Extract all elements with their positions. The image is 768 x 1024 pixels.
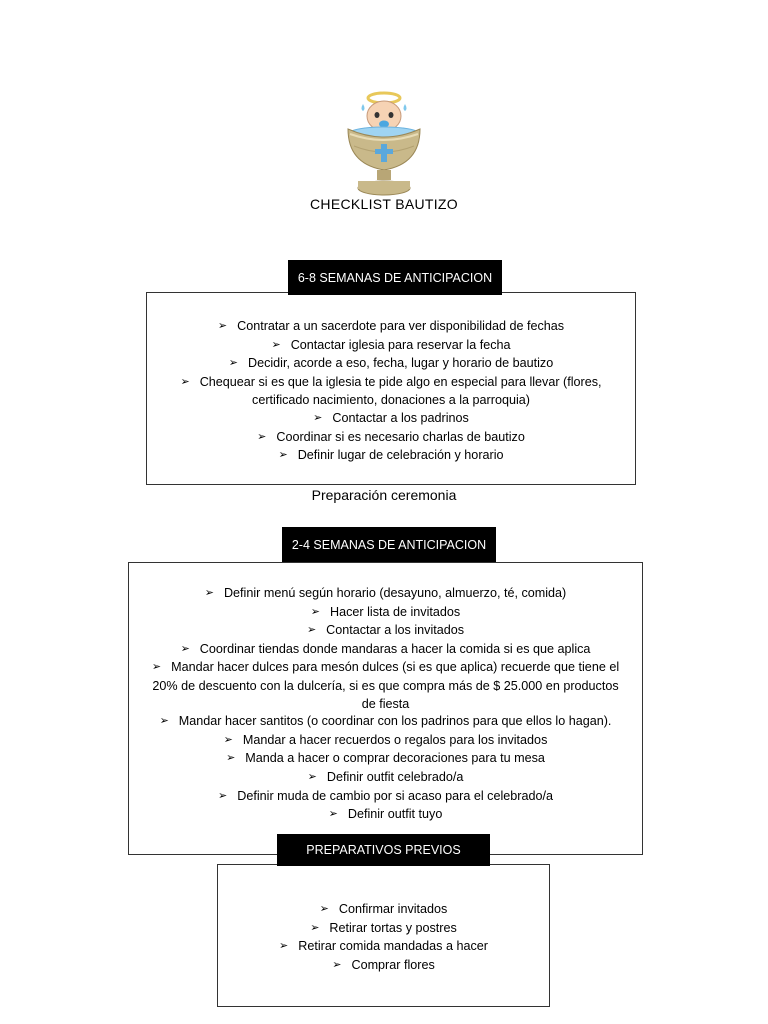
document-title: CHECKLIST BAUTIZO — [310, 196, 458, 212]
arrow-bullet-icon: ➢ — [310, 605, 320, 618]
arrow-bullet-icon: ➢ — [159, 715, 169, 728]
arrow-bullet-icon: ➢ — [204, 587, 214, 599]
checklist-item-text: Definir lugar de celebración y horario — [297, 448, 504, 463]
arrow-bullet-icon: ➢ — [332, 958, 342, 971]
checklist-item-text: Mandar hacer santitos (o coordinar con los padrinos para que ellos lo hagan). — [178, 714, 612, 729]
checklist-item — [147, 769, 624, 788]
checklist-item-text: Confirmar invitados — [338, 902, 448, 916]
checklist-item — [167, 318, 615, 337]
arrow-bullet-icon: ➢ — [226, 752, 236, 765]
checklist-item — [228, 938, 539, 957]
section-3-list — [228, 901, 539, 975]
checklist-item-text: Retirar comida mandadas a hacer — [298, 939, 488, 954]
arrow-bullet-icon: ➢ — [218, 789, 228, 802]
checklist-item — [147, 659, 624, 713]
checklist-item-text: Coordinar tiendas donde mandaras a hacer la comida si es que aplica — [199, 641, 591, 656]
arrow-bullet-icon: ➢ — [271, 338, 281, 351]
checklist-item — [167, 337, 615, 356]
checklist-item — [147, 622, 624, 641]
section-1-box — [146, 292, 636, 485]
checklist-item-text: Retirar tortas y postres — [329, 920, 457, 935]
checklist-item-text: Manda a hacer o comprar decoraciones para tu mesa — [245, 751, 545, 766]
checklist-item — [147, 713, 624, 732]
section-2-header: 2-4 SEMANAS DE ANTICIPACION — [282, 527, 496, 562]
checklist-item-text: Contactar iglesia para reservar la fecha — [290, 337, 511, 352]
checklist-item-text: Hacer lista de invitados — [330, 604, 461, 619]
checklist-item-text: Contactar a los invitados — [326, 623, 465, 638]
arrow-bullet-icon: ➢ — [319, 903, 329, 915]
arrow-bullet-icon: ➢ — [223, 733, 233, 746]
arrow-bullet-icon: ➢ — [151, 661, 162, 674]
section-subtitle: Preparación ceremonia — [311, 487, 457, 503]
arrow-bullet-icon: ➢ — [180, 642, 190, 655]
checklist-item-text: Mandar a hacer recuerdos o regalos para los invitados — [242, 732, 548, 747]
section-3-header: PREPARATIVOS PREVIOS — [277, 834, 490, 866]
checklist-item — [147, 641, 624, 660]
checklist-item-text: Contactar a los padrinos — [332, 410, 469, 425]
baby-in-baptismal-font-icon — [336, 86, 432, 198]
arrow-bullet-icon: ➢ — [307, 770, 317, 783]
arrow-bullet-icon: ➢ — [278, 449, 288, 462]
checklist-item-text: Contratar a un sacerdote para ver disponibilidad de fechas — [237, 319, 565, 333]
checklist-item-text: Comprar flores — [351, 957, 435, 972]
arrow-bullet-icon: ➢ — [228, 357, 238, 370]
section-1-list — [167, 318, 615, 466]
arrow-bullet-icon: ➢ — [257, 430, 267, 443]
checklist-item — [228, 901, 539, 920]
arrow-bullet-icon: ➢ — [279, 940, 289, 953]
arrow-bullet-icon: ➢ — [310, 921, 320, 934]
checklist-item-text: Definir menú según horario (desayuno, almuerzo, té, comida) — [223, 586, 567, 600]
arrow-bullet-icon: ➢ — [313, 411, 323, 424]
checklist-item — [147, 585, 624, 604]
checklist-item — [167, 374, 615, 410]
checklist-item-text: Mandar hacer dulces para mesón dulces (si es que aplica) recuerde que tiene el 20% de descuento con la dulcería, si es que compra más de $ 25.000 en productos de fiesta — [152, 660, 620, 711]
checklist-item — [147, 604, 624, 623]
checklist-item-text: Chequear si es que la iglesia te pide algo en especial para llevar (flores, certificado nacimiento, donaciones a la parroquia) — [199, 374, 602, 408]
section-2-list — [147, 585, 624, 825]
arrow-bullet-icon: ➢ — [306, 624, 317, 637]
checklist-item — [167, 355, 615, 374]
checklist-item — [147, 806, 624, 825]
checklist-item — [147, 732, 624, 751]
checklist-item — [228, 920, 539, 939]
checklist-item-text: Coordinar si es necesario charlas de bautizo — [276, 429, 525, 444]
checklist-item-text: Definir outfit tuyo — [347, 807, 443, 822]
arrow-bullet-icon: ➢ — [217, 320, 228, 332]
checklist-item-text: Definir muda de cambio por si acaso para el celebrado/a — [237, 788, 553, 803]
section-1-header: 6-8 SEMANAS DE ANTICIPACION — [288, 260, 502, 295]
section-2-box — [128, 562, 643, 855]
arrow-bullet-icon: ➢ — [180, 375, 190, 388]
section-3-box — [217, 864, 550, 1007]
arrow-bullet-icon: ➢ — [328, 808, 338, 821]
checklist-item — [167, 410, 615, 429]
checklist-item-text: Definir outfit celebrado/a — [326, 769, 464, 784]
checklist-item — [167, 447, 615, 466]
checklist-item-text: Decidir, acorde a eso, fecha, lugar y horario de bautizo — [247, 356, 554, 371]
checklist-item — [228, 957, 539, 976]
checklist-item — [167, 429, 615, 448]
checklist-item — [147, 750, 624, 769]
checklist-item — [147, 788, 624, 807]
